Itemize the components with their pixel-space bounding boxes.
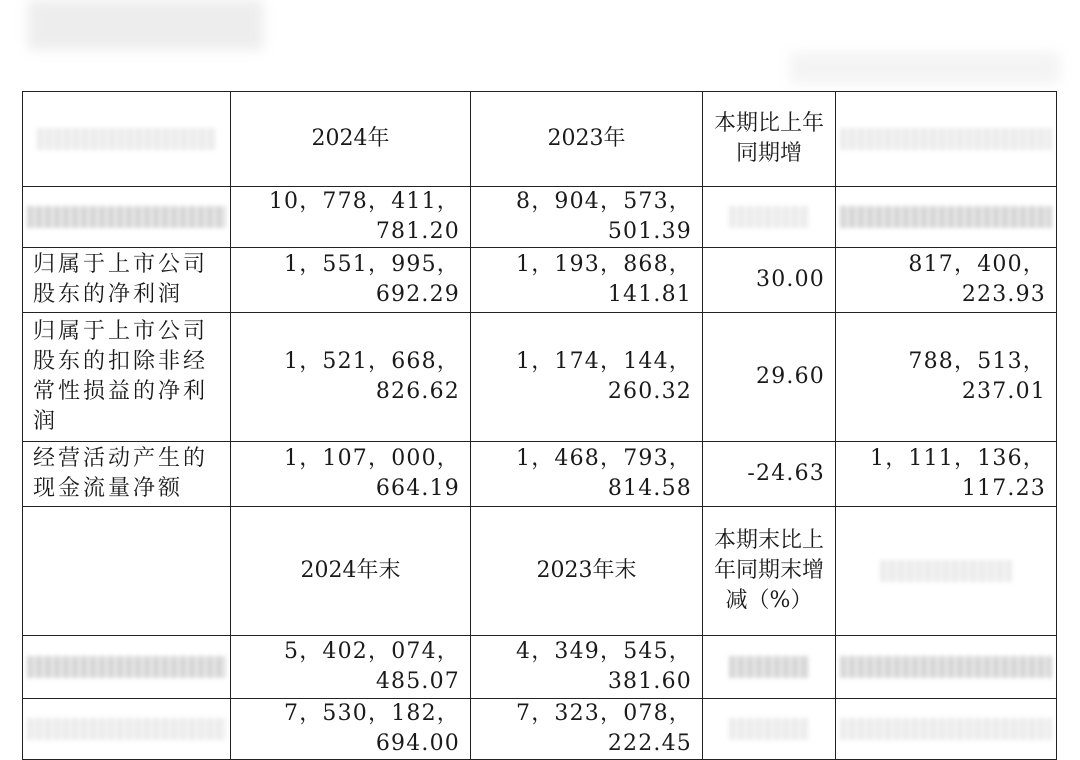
value-2024-end: 5，402，074，485.07 — [231, 636, 471, 699]
header-cell-label — [23, 92, 231, 187]
value-change: 29.60 — [703, 313, 836, 442]
value-2023: 8，904，573，501.39 — [471, 187, 703, 248]
table-row — [23, 442, 1057, 507]
table-row — [23, 313, 1057, 442]
header-cell-2023: 2023年 — [471, 92, 703, 187]
header-cell-2024: 2024年 — [231, 92, 471, 187]
value-2023: 1，174，144，260.32 — [471, 313, 703, 442]
subheader-cell-extra — [836, 507, 1057, 636]
extra-blurred — [836, 636, 1057, 699]
value-extra: 817，400，223.93 — [836, 248, 1057, 313]
table-subheader-row — [23, 507, 1057, 636]
change-blurred — [703, 636, 836, 699]
subheader-cell-2024-end: 2024年末 — [231, 507, 471, 636]
table-row — [23, 248, 1057, 313]
header-cell-change: 本期比上年同期增 — [703, 92, 836, 187]
subheader-cell-change: 本期末比上年同期末增减（%） — [703, 507, 836, 636]
value-2023: 1，193，868，141.81 — [471, 248, 703, 313]
value-change: 30.00 — [703, 248, 836, 313]
value-2023-end: 7，323，078，222.45 — [471, 699, 703, 760]
row-label-blurred — [23, 636, 231, 699]
financial-table-container — [22, 91, 1057, 760]
subheader-cell-label — [23, 507, 231, 636]
value-2024: 1，107，000，664.19 — [231, 442, 471, 507]
table-row — [23, 636, 1057, 699]
value-2024: 1，551，995，692.29 — [231, 248, 471, 313]
change-blurred — [703, 187, 836, 248]
row-label-blurred — [23, 699, 231, 760]
row-label-blurred — [23, 187, 231, 248]
value-2024: 1，521，668，826.62 — [231, 313, 471, 442]
value-2024: 10，778，411，781.20 — [231, 187, 471, 248]
table-row — [23, 187, 1057, 248]
blurred-header-text — [28, 0, 263, 50]
value-2024-end: 7，530，182，694.00 — [231, 699, 471, 760]
blurred-header-text-right — [790, 52, 1060, 84]
extra-blurred — [836, 699, 1057, 760]
row-label: 归属于上市公司股东的净利润 — [23, 248, 231, 313]
extra-blurred — [836, 187, 1057, 248]
table-header-row — [23, 92, 1057, 187]
subheader-cell-2023-end: 2023年末 — [471, 507, 703, 636]
value-change: -24.63 — [703, 442, 836, 507]
row-label: 经营活动产生的现金流量净额 — [23, 442, 231, 507]
financial-data-table — [22, 91, 1057, 760]
row-label: 归属于上市公司股东的扣除非经常性损益的净利润 — [23, 313, 231, 442]
value-extra: 1，111，136，117.23 — [836, 442, 1057, 507]
header-cell-extra — [836, 92, 1057, 187]
value-2023: 1，468，793，814.58 — [471, 442, 703, 507]
table-row — [23, 699, 1057, 760]
value-2023-end: 4，349，545，381.60 — [471, 636, 703, 699]
value-extra: 788，513，237.01 — [836, 313, 1057, 442]
change-blurred — [703, 699, 836, 760]
